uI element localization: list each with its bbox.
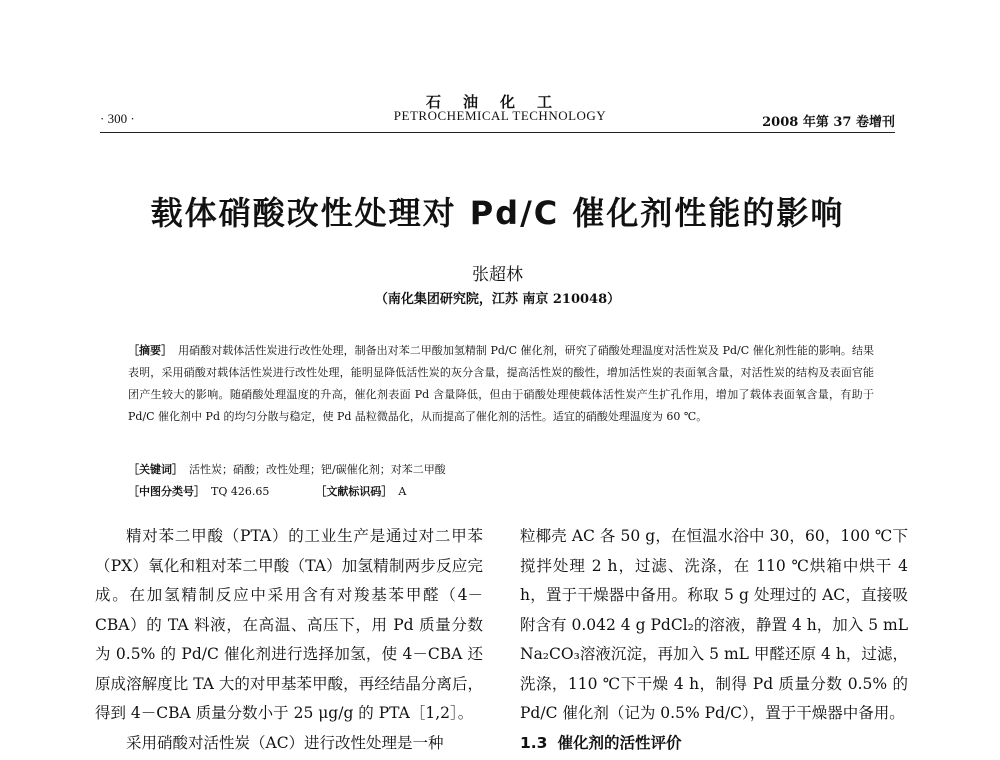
doc-code-value: A (398, 485, 407, 498)
author: 张超林 (472, 265, 523, 285)
body-right-column (520, 522, 908, 758)
doc-code-label: ［文献标识码］ (315, 485, 393, 498)
keywords-label: ［关键词］ (128, 463, 183, 476)
journal-name-en: PETROCHEMICAL TECHNOLOGY (393, 108, 607, 123)
classification (128, 483, 874, 499)
journal-name-cn: 石油化工 (425, 93, 574, 111)
page-number: · 300 · (100, 111, 135, 126)
abstract-label: ［摘要］ (128, 344, 173, 357)
section-title: 催化剂的活性评价 (557, 733, 682, 752)
body-paragraph: 精对苯二甲酸（PTA）的工业生产是通过对二甲苯（PX）氧化和粗对苯二甲酸（TA）加氢精制两步反应完成。在加氢精制反应中采用含有对羧基苯甲醛（4－CBA）的 TA 料液，在高温、高压下，用 Pd 质量分数为 0.5% 的 Pd/C 催化剂进行选择加氢，使 4－CBA 还原成溶解度比 TA 大的对甲基苯甲酸，再经结晶分离后，得到 4－CBA 质量分数小于 25 μg/g 的 PTA［1,2］。 (95, 527, 483, 722)
body-paragraph: 采用硝酸对活性炭（AC）进行改性处理是一种 (126, 733, 444, 752)
header-rule (100, 132, 895, 133)
keywords-text: 活性炭；硝酸；改性处理；钯/碳催化剂；对苯二甲酸 (189, 463, 446, 476)
section-heading (520, 729, 908, 759)
clc-value: TQ 426.65 (211, 485, 270, 498)
section-number: 1.3 (520, 733, 548, 752)
affiliation: （南化集团研究院，江苏 南京 210048） (374, 292, 621, 307)
abstract (128, 340, 874, 428)
keywords (128, 461, 874, 477)
article-title: 载体硝酸改性处理对 Pd/C 催化剂性能的影响 (150, 194, 845, 232)
body-paragraph: 粒椰壳 AC 各 50 g，在恒温水浴中 30，60，100 ℃下搅拌处理 2 h，过滤、洗涤，在 110 ℃烘箱中烘干 4 h，置于干燥器中备用。称取 5 g 处理过的 AC，直接吸附含有 0.042 4 g PdCl₂的溶液，静置 4 h，加入 5 mL Na₂CO₃溶液沉淀，再加入 5 mL 甲醛还原 4 h，过滤，洗涤，110 ℃下干燥 4 h，制得 Pd 质量分数 0.5% 的 Pd/C 催化剂（记为 0.5% Pd/C），置于干燥器中备用。 (520, 527, 908, 722)
issue-info: 2008 年第 37 卷增刊 (762, 115, 895, 130)
abstract-text: 用硝酸对载体活性炭进行改性处理，制备出对苯二甲酸加氢精制 Pd/C 催化剂，研究了硝酸处理温度对活性炭及 Pd/C 催化剂性能的影响。结果表明，采用硝酸对载体活性炭进行改性处理，能明显降低活性炭的灰分含量，提高活性炭的酸性，增加活性炭的表面氧含量，对活性炭的结构及表面官能团产生较大的影响。随硝酸处理温度的升高，催化剂表面 Pd 含量降低，但由于硝酸处理使载体活性炭产生扩孔作用，增加了载体表面氧含量，有助于 Pd/C 催化剂中 Pd 的均匀分散与稳定，使 Pd 晶粒微晶化，从而提高了催化剂的活性。适宜的硝酸处理温度为 60 ℃。 (128, 344, 874, 423)
clc-label: ［中图分类号］ (128, 485, 205, 498)
body-left-column (95, 522, 483, 758)
